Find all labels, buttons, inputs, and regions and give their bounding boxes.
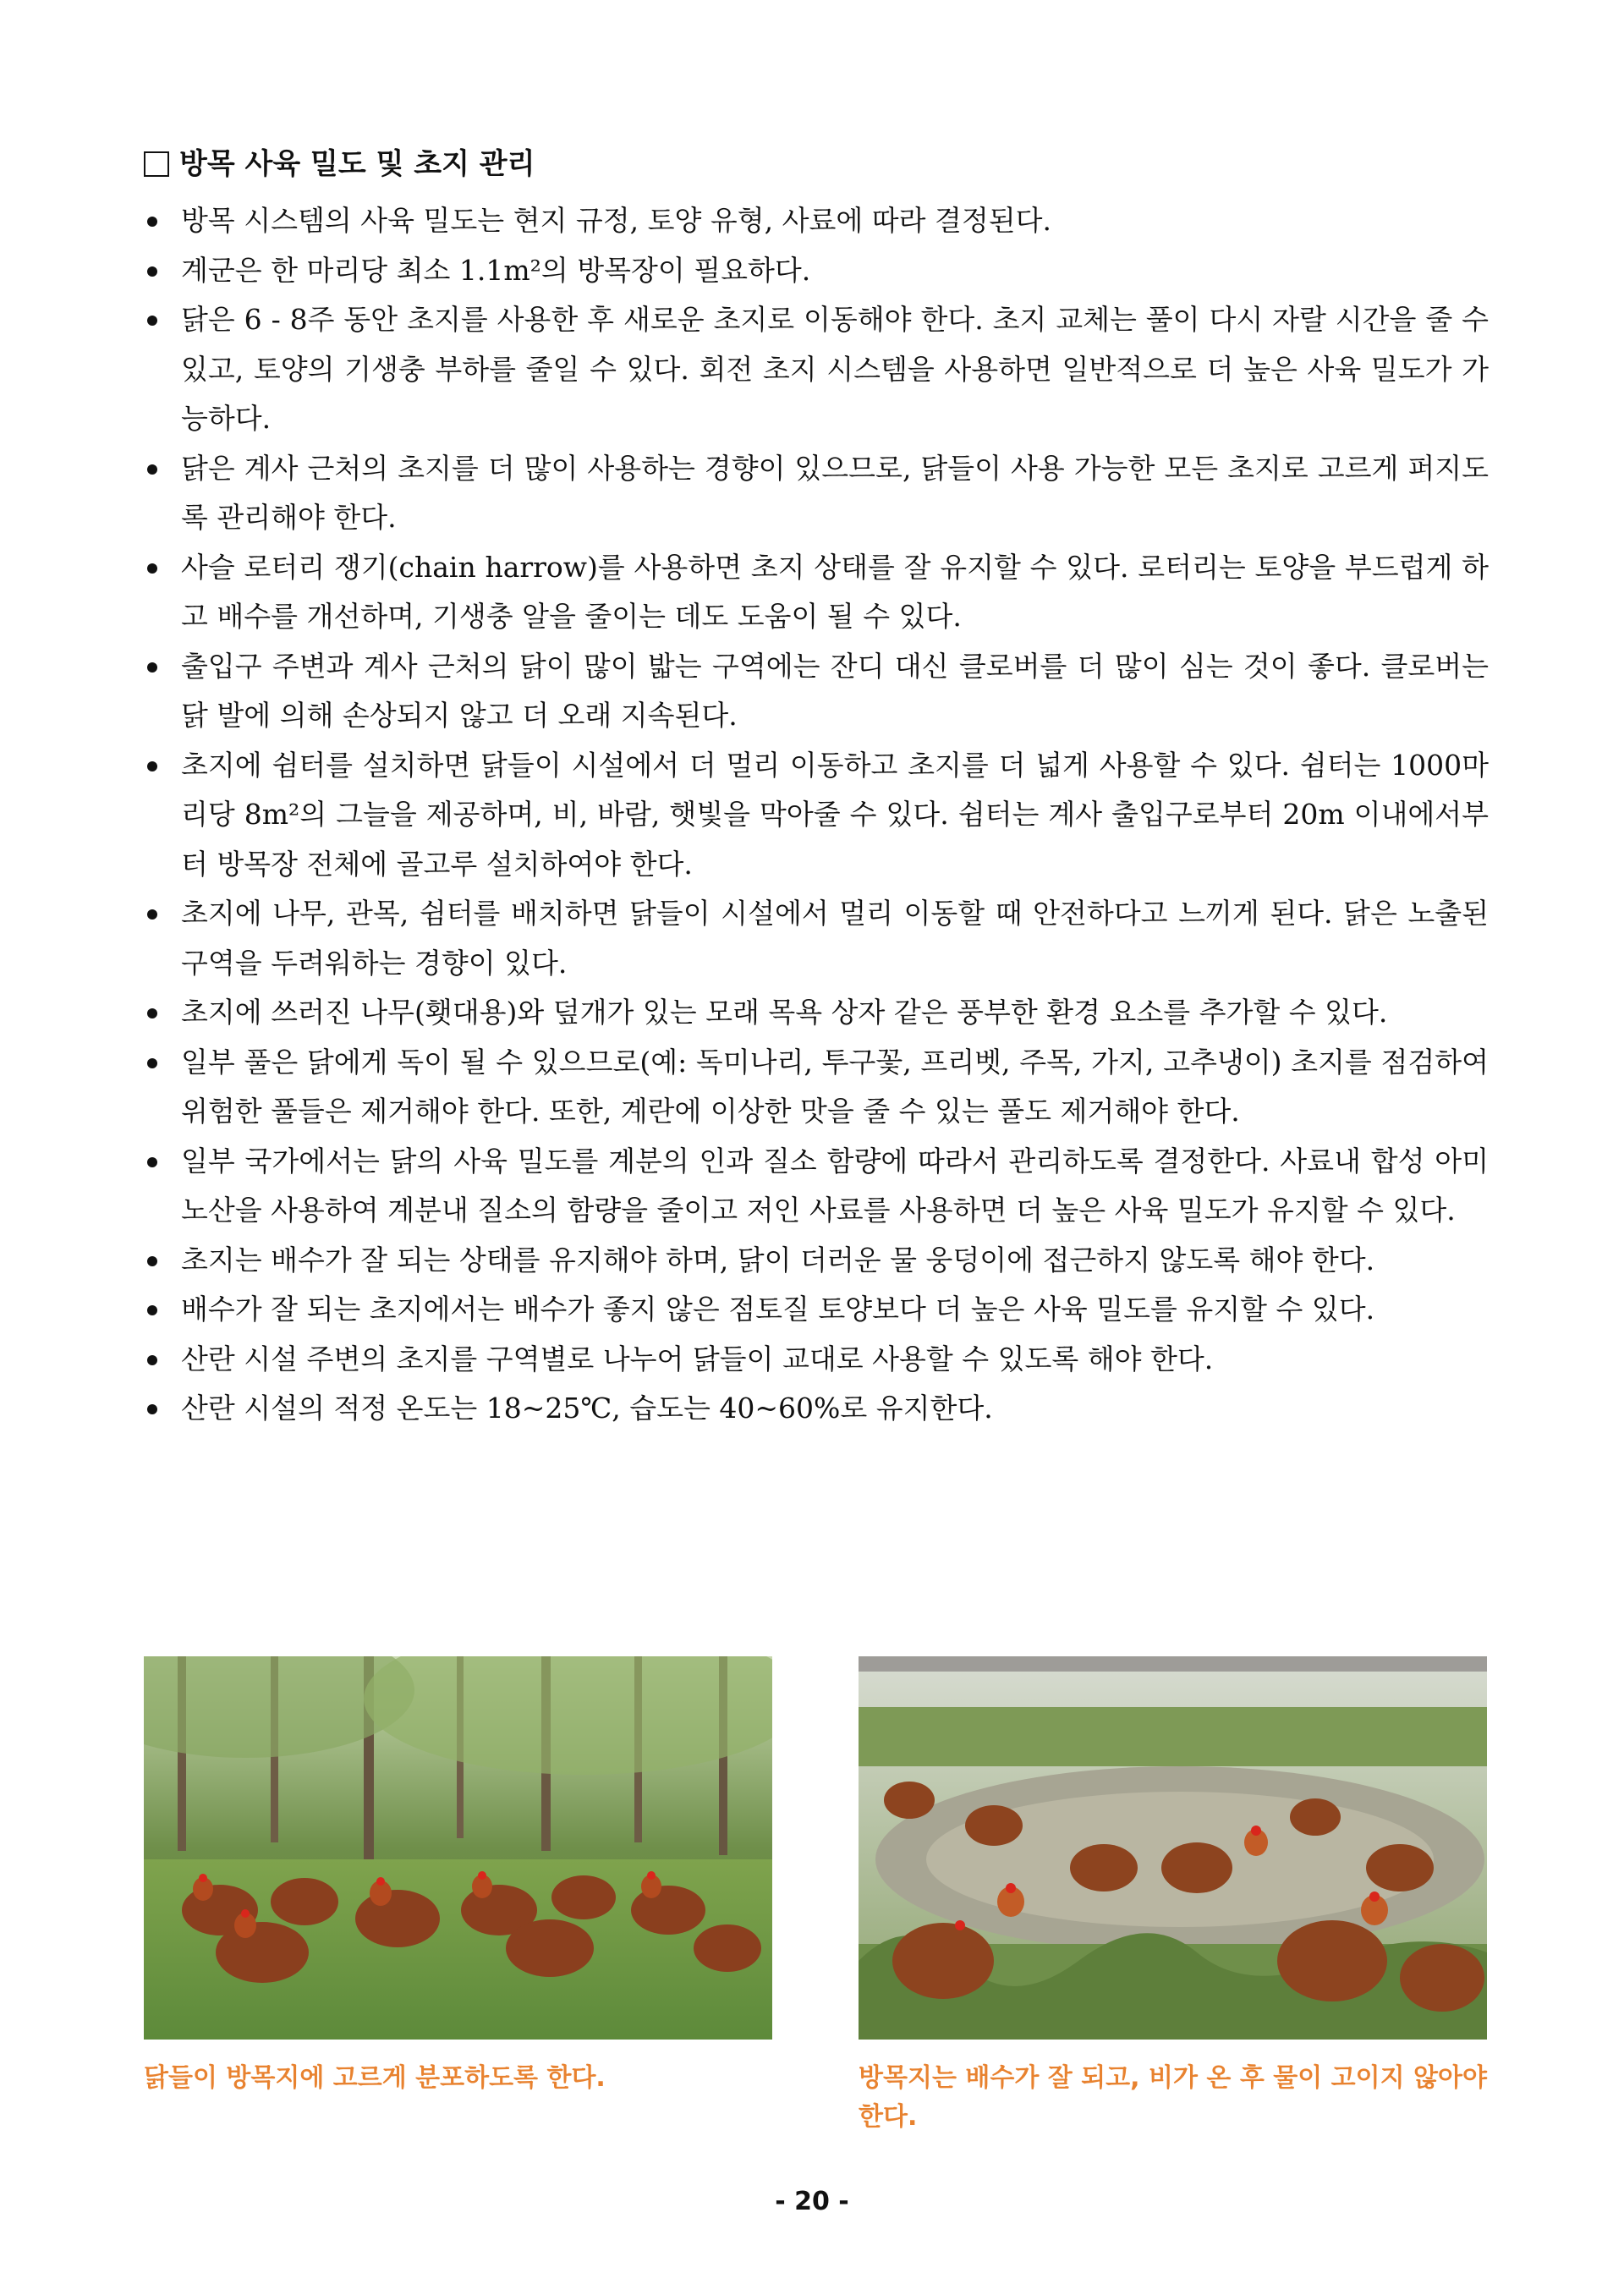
section-title xyxy=(144,144,535,184)
bullet-item: 산란 시설 주변의 초지를 구역별로 나누어 닭들이 교대로 사용할 수 있도록 해야 한다. xyxy=(144,1335,1489,1385)
bullet-item: 계군은 한 마리당 최소 1.1m²의 방목장이 필요하다. xyxy=(144,246,1489,296)
bullet-item: 산란 시설의 적정 온도는 18~25℃, 습도는 40~60%로 유지한다. xyxy=(144,1384,1489,1434)
bullet-item: 초지에 쓰러진 나무(횃대용)와 덮개가 있는 모래 목욕 상자 같은 풍부한 환경 요소를 추가할 수 있다. xyxy=(144,988,1489,1038)
caption-right: 방목지는 배수가 잘 되고, 비가 온 후 물이 고이지 않아야 한다. xyxy=(859,2063,1487,2132)
bullet-item: 초지는 배수가 잘 되는 상태를 유지해야 하며, 닭이 더러운 물 웅덩이에 접근하지 않도록 해야 한다. xyxy=(144,1236,1489,1286)
bullet-item: 초지에 쉼터를 설치하면 닭들이 시설에서 더 멀리 이동하고 초지를 더 넓게 사용할 수 있다. 쉼터는 1000마리당 8m²의 그늘을 제공하며, 비, 바람, 햇빛을 막아줄 수 있다. 쉼터는 계사 출입구로부터 20m 이내에서부터 방목장 전체에 골고루 설치하여야 한다. xyxy=(144,741,1489,890)
caption-left: 닭들이 방목지에 고르게 분포하도록 한다. xyxy=(144,2063,606,2093)
bullet-item: 출입구 주변과 계사 근처의 닭이 많이 밟는 구역에는 잔디 대신 클로버를 더 많이 심는 것이 좋다. 클로버는 닭 발에 의해 손상되지 않고 더 오래 지속된다. xyxy=(144,642,1489,741)
bullet-item: 배수가 잘 되는 초지에서는 배수가 좋지 않은 점토질 토양보다 더 높은 사육 밀도를 유지할 수 있다. xyxy=(144,1285,1489,1335)
bullet-item: 닭은 6 - 8주 동안 초지를 사용한 후 새로운 초지로 이동해야 한다. 초지 교체는 풀이 다시 자랄 시간을 줄 수 있고, 토양의 기생충 부하를 줄일 수 있다. 회전 초지 시스템을 사용하면 일반적으로 더 높은 사육 밀도가 가능하다. xyxy=(144,295,1489,444)
bullet-list xyxy=(144,196,1489,1434)
section-title-text: 방목 사육 밀도 및 초지 관리 xyxy=(179,147,535,181)
bullet-item: 사슬 로터리 쟁기(chain harrow)를 사용하면 초지 상태를 잘 유지할 수 있다. 로터리는 토양을 부드럽게 하고 배수를 개선하며, 기생충 알을 줄이는 데도 도움이 될 수 있다. xyxy=(144,543,1489,642)
page-number: - 20 - xyxy=(775,2187,849,2216)
bullet-item: 방목 시스템의 사육 밀도는 현지 규정, 토양 유형, 사료에 따라 결정된다. xyxy=(144,196,1489,246)
bullet-item: 일부 국가에서는 닭의 사육 밀도를 계분의 인과 질소 함량에 따라서 관리하도록 결정한다. 사료내 합성 아미노산을 사용하여 계분내 질소의 함량을 줄이고 저인 사료를 사용하면 더 높은 사육 밀도가 유지할 수 있다. xyxy=(144,1137,1489,1236)
photo-hens-near-puddle xyxy=(859,1656,1487,2040)
photo-hens-near-puddle-image xyxy=(859,1656,1487,2040)
bullet-item: 닭은 계사 근처의 초지를 더 많이 사용하는 경향이 있으므로, 닭들이 사용 가능한 모든 초지로 고르게 퍼지도록 관리해야 한다. xyxy=(144,444,1489,543)
bullet-item: 초지에 나무, 관목, 쉼터를 배치하면 닭들이 시설에서 멀리 이동할 때 안전하다고 느끼게 된다. 닭은 노출된 구역을 두려워하는 경향이 있다. xyxy=(144,889,1489,988)
bullet-item: 일부 풀은 닭에게 독이 될 수 있으므로(예: 독미나리, 투구꽃, 프리벳, 주목, 가지, 고추냉이) 초지를 점검하여 위험한 풀들은 제거해야 한다. 또한, 계란에 이상한 맛을 줄 수 있는 풀도 제거해야 한다. xyxy=(144,1038,1489,1137)
photo-hens-on-grass xyxy=(144,1656,772,2040)
photo-hens-on-grass-image xyxy=(144,1656,772,2040)
checkbox-icon xyxy=(144,151,169,177)
